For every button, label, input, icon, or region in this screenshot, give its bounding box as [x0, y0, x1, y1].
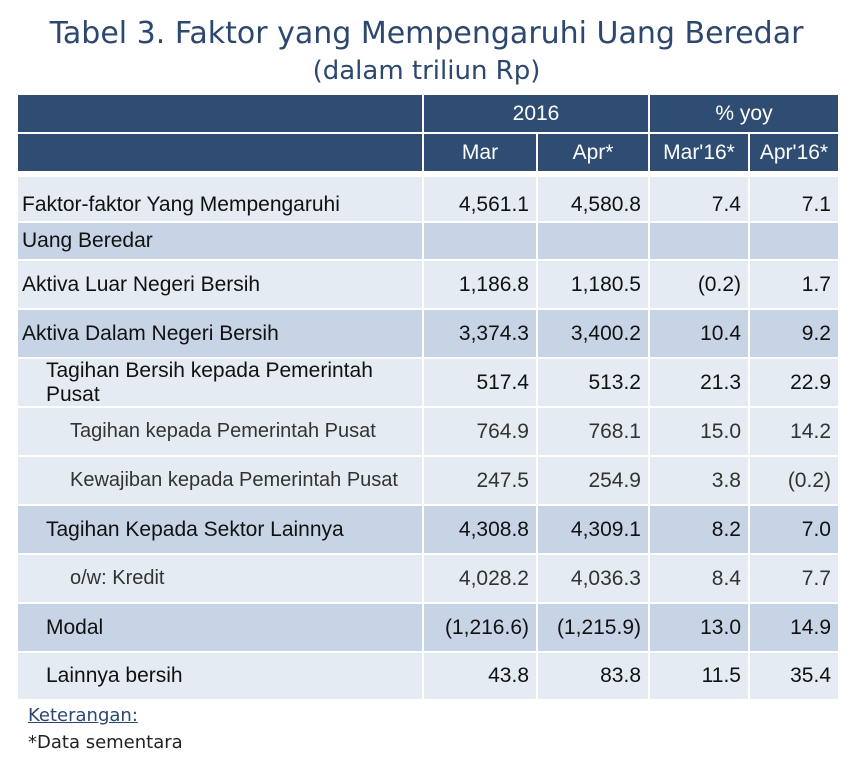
cell-mar: 3,374.3	[424, 310, 536, 357]
table-row	[18, 653, 838, 699]
cell-yoy-apr: 7.1	[750, 177, 838, 221]
cell-yoy-apr: 14.9	[750, 604, 838, 651]
header-divider	[422, 95, 424, 132]
cell-yoy-apr: 14.2	[750, 408, 838, 455]
cell-yoy-apr: 7.0	[750, 506, 838, 553]
cell-yoy-apr: (0.2)	[750, 457, 838, 504]
header-divider	[422, 134, 424, 171]
cell-mar: 517.4	[424, 359, 536, 406]
notes-line: *Data sementara	[28, 732, 183, 753]
cell-apr: 4,036.3	[538, 555, 648, 602]
cell-yoy-mar: 13.0	[650, 604, 748, 651]
cell-yoy-mar: 10.4	[650, 310, 748, 357]
cell-apr: 4,309.1	[538, 506, 648, 553]
cell-yoy-apr: 9.2	[750, 310, 838, 357]
cell-apr: 768.1	[538, 408, 648, 455]
cell-mar: 4,308.8	[424, 506, 536, 553]
table-row	[18, 408, 838, 455]
table-row	[18, 359, 838, 406]
header-col-apr: Apr*	[572, 141, 614, 164]
cell-apr: 1,180.5	[538, 261, 648, 308]
table-row	[18, 223, 838, 259]
cell-yoy-apr: 1.7	[750, 261, 838, 308]
cell-yoy-apr: 35.4	[750, 653, 838, 699]
cell-mar: 1,186.8	[424, 261, 536, 308]
table-row	[18, 177, 838, 221]
row-label: Faktor-faktor Yang Mempengaruhi	[18, 177, 422, 221]
header-col-apr16: Apr'16*	[759, 141, 829, 164]
notes-heading: Keterangan:	[28, 705, 138, 726]
cell-apr: 513.2	[538, 359, 648, 406]
row-label: Tagihan kepada Pemerintah Pusat	[18, 408, 422, 455]
table-row	[18, 457, 838, 504]
header-col-mar16: Mar'16*	[663, 141, 735, 164]
table-title: Tabel 3. Faktor yang Mempengaruhi Uang Beredar	[49, 16, 804, 51]
cell-yoy-mar: 3.8	[650, 457, 748, 504]
cell-yoy-mar: 7.4	[650, 177, 748, 221]
cell-yoy-mar: 8.2	[650, 506, 748, 553]
row-label: Tagihan Kepada Sektor Lainnya	[18, 506, 422, 553]
header-divider	[536, 134, 538, 171]
header-divider	[748, 134, 750, 171]
cell-yoy-apr: 7.7	[750, 555, 838, 602]
cell-yoy-mar: 15.0	[650, 408, 748, 455]
cell-yoy-mar: 21.3	[650, 359, 748, 406]
cell-apr: 254.9	[538, 457, 648, 504]
header-divider	[648, 134, 650, 171]
cell-yoy-apr: 22.9	[750, 359, 838, 406]
row-label: Uang Beredar	[18, 223, 422, 259]
cell-mar: (1,216.6)	[424, 604, 536, 651]
header-row-2	[18, 134, 838, 171]
table-subtitle: (dalam triliun Rp)	[312, 56, 541, 86]
table-row	[18, 261, 838, 308]
row-label: Lainnya bersih	[18, 653, 422, 699]
row-label: Aktiva Luar Negeri Bersih	[18, 261, 422, 308]
header-row-1	[18, 95, 838, 132]
row-label: Kewajiban kepada Pemerintah Pusat	[18, 457, 422, 504]
cell-apr: 83.8	[538, 653, 648, 699]
cell-mar: 247.5	[424, 457, 536, 504]
header-col-mar: Mar	[461, 141, 499, 164]
row-label: Modal	[18, 604, 422, 651]
cell-apr: 4,580.8	[538, 177, 648, 221]
row-label: o/w: Kredit	[18, 555, 422, 602]
cell-apr: (1,215.9)	[538, 604, 648, 651]
cell-apr: 3,400.2	[538, 310, 648, 357]
table-row	[18, 506, 838, 553]
cell-mar	[424, 223, 536, 259]
cell-yoy-mar: 8.4	[650, 555, 748, 602]
header-divider	[648, 95, 650, 132]
cell-mar: 4,028.2	[424, 555, 536, 602]
cell-mar: 764.9	[424, 408, 536, 455]
cell-yoy-mar: (0.2)	[650, 261, 748, 308]
row-label: Aktiva Dalam Negeri Bersih	[18, 310, 422, 357]
cell-yoy-apr	[750, 223, 838, 259]
cell-mar: 43.8	[424, 653, 536, 699]
table-row	[18, 310, 838, 357]
row-label: Tagihan Bersih kepada Pemerintah Pusat	[18, 359, 422, 406]
cell-mar: 4,561.1	[424, 177, 536, 221]
table-row	[18, 604, 838, 651]
cell-apr	[538, 223, 648, 259]
header-year: 2016	[512, 102, 560, 125]
cell-yoy-mar	[650, 223, 748, 259]
header-yoy: % yoy	[715, 102, 773, 125]
table-row	[18, 555, 838, 602]
cell-yoy-mar: 11.5	[650, 653, 748, 699]
